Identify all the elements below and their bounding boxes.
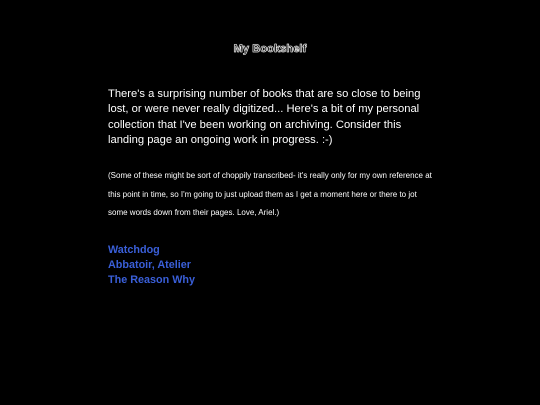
book-link-abbatoir-atelier[interactable]: Abbatoir, Atelier bbox=[108, 258, 191, 271]
book-list bbox=[108, 243, 438, 289]
book-link-watchdog[interactable]: Watchdog bbox=[108, 243, 160, 256]
intro-paragraph: There's a surprising number of books that are so close to being lost, or were never really digitized... Here's a bit of my personal collection that I've been working on archiving. Consider this landing page an ongoing work in progress. :-) bbox=[108, 88, 421, 146]
note-paragraph: (Some of these might be sort of choppily transcribed- it's really only for my own reference at this point in time, so I'm going to just upload them as I get a moment here or there to jot some words down from their pages. Love, Ariel.) bbox=[108, 171, 432, 218]
main-content bbox=[108, 87, 438, 288]
book-link-the-reason-why[interactable]: The Reason Why bbox=[108, 274, 195, 287]
page-title: My Bookshelf bbox=[233, 43, 307, 55]
